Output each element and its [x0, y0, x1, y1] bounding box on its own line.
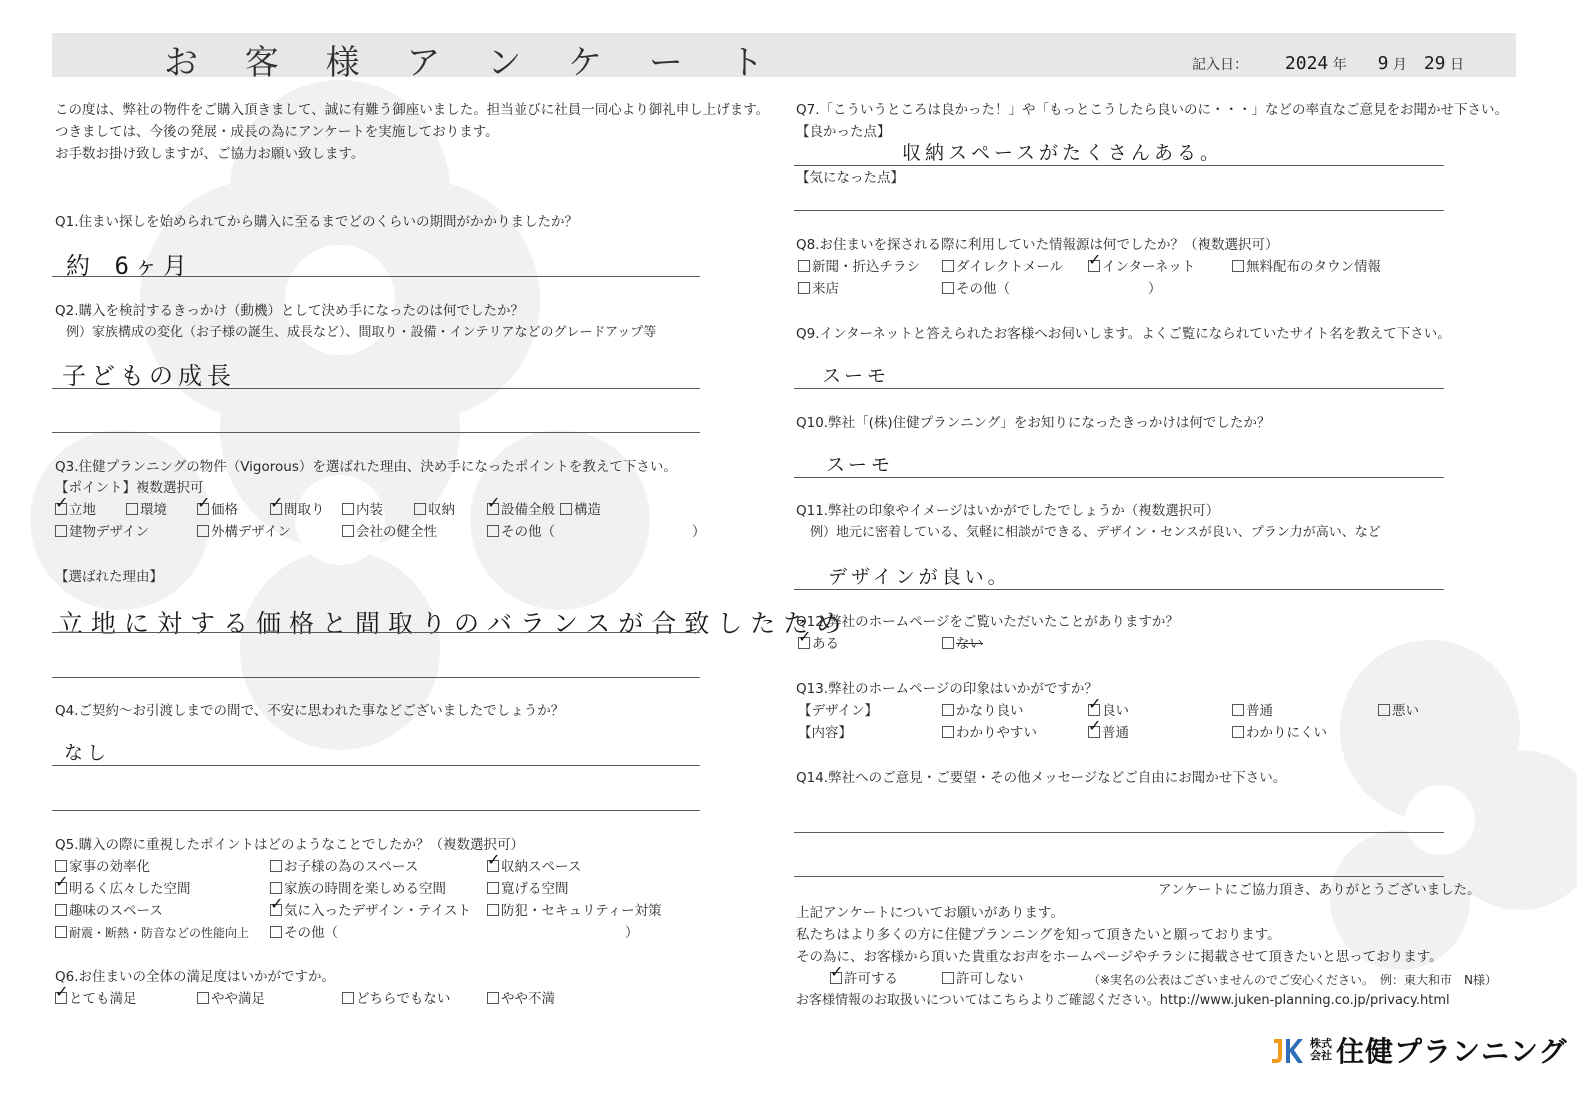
q10-answer: スーモ: [826, 454, 895, 476]
q13-content-label: 【内容】: [798, 725, 852, 741]
q9-answer-line: [794, 388, 1444, 389]
q14-line-1: [794, 832, 1444, 833]
q3-opt-location-checkbox[interactable]: [55, 503, 67, 515]
q13-design-bad-checkbox[interactable]: [1378, 704, 1390, 716]
q13-content-clear-checkbox[interactable]: [942, 726, 954, 738]
q3-opt-floorplan[interactable]: [270, 501, 325, 519]
q8-opt-newspaper-checkbox[interactable]: [798, 260, 810, 272]
q6-opt-very-satisfied-label: とても満足: [69, 991, 137, 1007]
entry-date: [1192, 53, 1464, 74]
q12-opt-yes-label: ある: [812, 636, 839, 652]
q3-opt-location-label: 立地: [69, 502, 96, 518]
q12-opt-no-checkbox[interactable]: [942, 637, 954, 649]
q5-opt-kids-space-checkbox[interactable]: [270, 860, 282, 872]
q4-answer-line-2: [52, 810, 700, 811]
q3-opt-other-checkbox[interactable]: [487, 525, 499, 537]
permit-allow-label: 許可する: [844, 971, 898, 987]
q13-design-average-checkbox[interactable]: [1232, 704, 1244, 716]
q5-opt-bright-space[interactable]: [55, 880, 191, 898]
q7-concern-line: [794, 210, 1444, 211]
q3-reason-label: 【選ばれた理由】: [55, 569, 163, 585]
date-label: 記入日：: [1192, 57, 1248, 73]
page-title: お 客 様 ア ン ケ ー ト: [164, 43, 782, 83]
thanks-message: アンケートにご協力頂き、ありがとうございました。: [1158, 882, 1481, 898]
q3-reason-line-2: [52, 677, 700, 678]
logo-mark-icon: [1268, 1031, 1306, 1069]
q3-opt-equipment[interactable]: [487, 501, 555, 519]
q3-opt-environment[interactable]: [126, 501, 167, 519]
q8-opt-direct-mail-label: ダイレクトメール: [956, 259, 1064, 275]
q3-opt-other[interactable]: [487, 523, 555, 541]
q6-opt-somewhat-satisfied[interactable]: [197, 990, 265, 1008]
q8-opt-newspaper[interactable]: [798, 258, 920, 276]
q3-other-close: ）: [692, 524, 706, 540]
q3-opt-structure[interactable]: [560, 501, 601, 519]
q5-opt-hobby-space-checkbox[interactable]: [55, 904, 67, 916]
q5-opt-kids-space[interactable]: [270, 858, 418, 876]
q2-question: Q2.購入を検討するきっかけ（動機）として決め手になったのは何でしたか？: [55, 303, 525, 319]
q8-opt-internet-label: インターネット: [1102, 259, 1196, 275]
q8-opt-other-label: その他（: [956, 281, 1010, 297]
q8-opt-internet[interactable]: [1088, 258, 1195, 276]
q3-question: Q3.住健プランニングの物件（Vigorous）を選ばれた理由、決め手になったポイントを教えて下さい。: [55, 459, 677, 475]
q8-opt-internet-checkbox[interactable]: [1088, 260, 1100, 272]
q12-question: Q12.弊社のホームページをご覧いただいたことがありますか？: [796, 614, 1179, 630]
q5-opt-storage-space-checkbox[interactable]: [487, 860, 499, 872]
q5-opt-housework[interactable]: [55, 858, 150, 876]
q5-opt-design-taste[interactable]: [270, 902, 471, 920]
q13-content-average-checkbox[interactable]: [1088, 726, 1100, 738]
q5-opt-performance-checkbox[interactable]: [55, 926, 67, 938]
q7-good-answer: 収納スペースがたくさんある。: [902, 142, 1224, 164]
q5-opt-bright-space-label: 明るく広々した空間: [69, 881, 191, 897]
q5-opt-kids-space-label: お子様の為のスペース: [284, 859, 419, 875]
q9-answer: スーモ: [822, 365, 891, 387]
q6-opt-somewhat-satisfied-label: やや満足: [211, 991, 265, 1007]
q3-opt-interior-label: 内装: [356, 502, 383, 518]
q13-design-bad-label: 悪い: [1392, 703, 1419, 719]
q5-opt-family-time-label: 家族の時間を楽しめる空間: [284, 881, 446, 897]
permit-deny-checkbox[interactable]: [942, 972, 954, 984]
q6-question: Q6.お住まいの全体の満足度はいかがですか。: [55, 969, 336, 985]
q12-opt-no[interactable]: [942, 635, 983, 653]
q5-opt-design-taste-label: 気に入ったデザイン・テイスト: [284, 903, 471, 919]
q5-opt-storage-space[interactable]: [487, 858, 581, 876]
permit-deny-label: 許可しない: [956, 971, 1024, 987]
q13-design-very-good-checkbox[interactable]: [942, 704, 954, 716]
q3-opt-price-checkbox[interactable]: [197, 503, 209, 515]
q3-opt-structure-checkbox[interactable]: [560, 503, 572, 515]
intro-line-1: この度は、弊社の物件をご購入頂きまして、誠に有難う御座いました。担当並びに社員一同心より御礼申し上げます。: [55, 102, 770, 118]
q3-reason: 立地に対する価格と間取りのバランスが合致したため: [58, 609, 850, 638]
q5-other-close: ）: [625, 925, 639, 941]
q6-opt-very-satisfied-checkbox[interactable]: [55, 992, 67, 1004]
q13-design-good-label: 良い: [1102, 703, 1129, 719]
q5-opt-other-checkbox[interactable]: [270, 926, 282, 938]
date-day: 29: [1423, 53, 1446, 74]
q13-design-very-good[interactable]: [942, 702, 1024, 720]
q3-opt-price-label: 価格: [211, 502, 238, 518]
q3-opt-storage[interactable]: [414, 501, 455, 519]
q5-opt-security-checkbox[interactable]: [487, 904, 499, 916]
date-day-unit: 日: [1449, 57, 1464, 73]
q3-opt-storage-label: 収納: [428, 502, 455, 518]
q12-opt-yes-checkbox[interactable]: [798, 637, 810, 649]
q5-opt-security[interactable]: [487, 902, 662, 920]
q2-answer: 子どもの成長: [62, 362, 236, 390]
q3-opt-other-label: その他（: [501, 524, 555, 540]
q3-opt-building-design-label: 建物デザイン: [69, 524, 150, 540]
request-line-2: 私たちはより多くの方に住健プランニングを知って頂きたいと願っております。: [796, 927, 1281, 943]
q13-design-label: 【デザイン】: [798, 703, 879, 719]
header-band: [52, 33, 1516, 83]
q5-opt-design-taste-checkbox[interactable]: [270, 904, 282, 916]
q9-question: Q9.インターネットと答えられたお客様へお伺いします。よくご覧になられていたサイト名を教えて下さい。: [796, 326, 1451, 342]
q3-opt-environment-checkbox[interactable]: [126, 503, 138, 515]
permit-note: （※実名の公表はございませんのでご安心ください。 例：東大和市 N様）: [1088, 973, 1498, 987]
q11-answer-line: [794, 589, 1444, 590]
q5-opt-relax-space-label: 寛げる空間: [501, 881, 569, 897]
date-month-unit: 月: [1392, 57, 1407, 73]
q8-opt-visit[interactable]: [798, 280, 839, 298]
logo-name: 住健プランニング: [1336, 1035, 1568, 1068]
date-month: 9: [1377, 53, 1389, 74]
q13-content-unclear-label: わかりにくい: [1246, 725, 1327, 741]
q3-opt-company-soundness-label: 会社の健全性: [356, 524, 437, 540]
q10-question: Q10.弊社「(株)住健プランニング」をお知りになったきっかけは何でしたか？: [796, 415, 1271, 431]
q2-answer-line-1: [52, 388, 700, 389]
q5-opt-housework-checkbox[interactable]: [55, 860, 67, 872]
q3-opt-storage-checkbox[interactable]: [414, 503, 426, 515]
q3-opt-environment-label: 環境: [140, 502, 167, 518]
q3-points-label: 【ポイント】複数選択可: [55, 480, 204, 496]
q13-content-clear[interactable]: [942, 724, 1037, 742]
q5-question: Q5.購入の際に重視したポイントはどのようなことでしたか？（複数選択可）: [55, 837, 525, 853]
q8-other-close: ）: [1148, 281, 1162, 297]
q5-opt-hobby-space-label: 趣味のスペース: [69, 903, 163, 919]
permit-allow[interactable]: [830, 970, 898, 988]
q1-answer-line: [52, 276, 700, 277]
q4-answer-line-1: [52, 765, 700, 766]
q3-opt-price[interactable]: [197, 501, 238, 519]
q10-answer-line: [794, 477, 1444, 478]
q6-opt-somewhat-satisfied-checkbox[interactable]: [197, 992, 209, 1004]
q13-content-average-label: 普通: [1102, 725, 1129, 741]
q12-opt-no-label: ない: [956, 636, 983, 652]
q13-design-average-label: 普通: [1246, 703, 1273, 719]
q5-opt-other-label: その他（: [284, 925, 338, 941]
q1-question: Q1.住まい探しを始められてから購入に至るまでどのくらいの期間がかかりましたか？: [55, 214, 579, 230]
request-line-3: その為に、お客様から頂いた貴重なお声をホームページやチラシに掲載させて頂きたいと思っております。: [796, 949, 1443, 965]
q13-content-clear-label: わかりやすい: [956, 725, 1037, 741]
q2-answer-line-2: [52, 432, 700, 433]
q13-design-very-good-label: かなり良い: [956, 703, 1024, 719]
q5-opt-performance-label: 耐震・断熱・防音などの性能向上: [69, 926, 250, 940]
q8-opt-town-info-label: 無料配布のタウン情報: [1246, 259, 1381, 275]
q6-opt-somewhat-dissatisfied-label: やや不満: [501, 991, 555, 1007]
company-logo: [1268, 1030, 1567, 1070]
q3-opt-location[interactable]: [55, 501, 96, 519]
date-year: 2024: [1284, 53, 1329, 74]
q13-design-average[interactable]: [1232, 702, 1273, 720]
q8-opt-visit-checkbox[interactable]: [798, 282, 810, 294]
q6-opt-neutral-label: どちらでもない: [356, 991, 451, 1007]
q12-opt-yes[interactable]: [798, 635, 839, 653]
q5-opt-relax-space[interactable]: [487, 880, 569, 898]
q8-opt-town-info-checkbox[interactable]: [1232, 260, 1244, 272]
q5-opt-security-label: 防犯・セキュリティー対策: [501, 903, 662, 919]
q8-opt-other-checkbox[interactable]: [942, 282, 954, 294]
request-line-1: 上記アンケートについてお願いがあります。: [796, 905, 1064, 921]
q13-content-average[interactable]: [1088, 724, 1129, 742]
q5-opt-relax-space-checkbox[interactable]: [487, 882, 499, 894]
logo-kabushiki: 株式会社: [1310, 1037, 1332, 1062]
q6-opt-neutral-checkbox[interactable]: [342, 992, 354, 1004]
q1-answer: 約 6ヶ月: [66, 252, 192, 280]
intro-line-2: つきましては、今後の発展・成長の為にアンケートを実施しております。: [55, 124, 499, 140]
q3-opt-structure-label: 構造: [574, 502, 601, 518]
q8-opt-direct-mail[interactable]: [942, 258, 1063, 276]
q7-question: Q7.「こういうところは良かった！」や「もっとこうしたら良いのに・・・」などの率直なご意見をお聞かせ下さい。: [796, 102, 1509, 118]
q3-opt-interior[interactable]: [342, 501, 383, 519]
q5-opt-family-time-checkbox[interactable]: [270, 882, 282, 894]
q3-opt-equipment-label: 設備全般: [501, 502, 555, 518]
q7-concern-label: 【気になった点】: [796, 170, 904, 186]
q8-opt-newspaper-label: 新聞・折込チラシ: [812, 259, 920, 275]
q8-opt-other[interactable]: [942, 280, 1010, 298]
q3-reason-line-1: [52, 632, 700, 633]
q7-good-line: [794, 165, 1444, 166]
q13-question: Q13.弊社のホームページの印象はいかがですか？: [796, 681, 1098, 697]
q3-opt-floorplan-label: 間取り: [284, 502, 325, 518]
permit-deny[interactable]: [942, 970, 1024, 988]
q5-opt-housework-label: 家事の効率化: [69, 859, 150, 875]
q3-opt-exterior-design-label: 外構デザイン: [211, 524, 292, 540]
q8-opt-direct-mail-checkbox[interactable]: [942, 260, 954, 272]
q5-opt-performance[interactable]: [55, 924, 249, 942]
q5-opt-other[interactable]: [270, 924, 338, 942]
q14-line-2: [794, 876, 1444, 877]
q3-opt-equipment-checkbox[interactable]: [487, 503, 499, 515]
q7-good-label: 【良かった点】: [796, 124, 891, 140]
q3-opt-floorplan-checkbox[interactable]: [270, 503, 282, 515]
q5-opt-bright-space-checkbox[interactable]: [55, 882, 67, 894]
intro-line-3: お手数お掛け致しますが、ご協力お願い致します。: [55, 146, 365, 162]
q3-opt-building-design[interactable]: [55, 523, 149, 541]
q6-opt-somewhat-dissatisfied-checkbox[interactable]: [487, 992, 499, 1004]
q3-opt-company-soundness-checkbox[interactable]: [342, 525, 354, 537]
q3-opt-interior-checkbox[interactable]: [342, 503, 354, 515]
q5-opt-hobby-space[interactable]: [55, 902, 163, 920]
q8-question: Q8.お住まいを探される際に利用していた情報源は何でしたか？（複数選択可）: [796, 237, 1279, 253]
q13-content-unclear[interactable]: [1232, 724, 1327, 742]
date-year-unit: 年: [1332, 57, 1347, 73]
permit-allow-checkbox[interactable]: [830, 972, 842, 984]
q6-opt-neutral[interactable]: [342, 990, 450, 1008]
q11-answer: デザインが良い。: [828, 566, 1011, 588]
q8-opt-town-info[interactable]: [1232, 258, 1381, 276]
q5-opt-family-time[interactable]: [270, 880, 446, 898]
q5-opt-storage-space-label: 収納スペース: [501, 859, 582, 875]
q3-opt-building-design-checkbox[interactable]: [55, 525, 67, 537]
q3-opt-company-soundness[interactable]: [342, 523, 437, 541]
q8-opt-visit-label: 来店: [812, 281, 839, 297]
q13-design-bad[interactable]: [1378, 702, 1419, 720]
q6-opt-very-satisfied[interactable]: [55, 990, 137, 1008]
q13-design-good-checkbox[interactable]: [1088, 704, 1100, 716]
q3-opt-exterior-design[interactable]: [197, 523, 291, 541]
q11-question: Q11.弊社の印象やイメージはいかがでしたでしょうか（複数選択可）: [796, 503, 1220, 519]
q3-opt-exterior-design-checkbox[interactable]: [197, 525, 209, 537]
q2-example: 例）家族構成の変化（お子様の誕生、成長など）、間取り・設備・インテリアなどのグレードアップ等: [66, 325, 657, 340]
q4-answer: なし: [64, 742, 111, 764]
q6-opt-somewhat-dissatisfied[interactable]: [487, 990, 555, 1008]
q13-content-unclear-checkbox[interactable]: [1232, 726, 1244, 738]
q14-question: Q14.弊社へのご意見・ご要望・その他メッセージなどご自由にお聞かせ下さい。: [796, 770, 1287, 786]
q4-question: Q4.ご契約～お引渡しまでの間で、不安に思われた事などございましたでしょうか？: [55, 703, 565, 719]
privacy-notice: お客様情報のお取扱いについてはこちらよりご確認ください。http://www.juken-planning.co.jp/privacy.html: [796, 993, 1450, 1008]
q11-example: 例）地元に密着している、気軽に相談ができる、デザイン・センスが良い、プラン力が高い、など: [810, 525, 1381, 540]
